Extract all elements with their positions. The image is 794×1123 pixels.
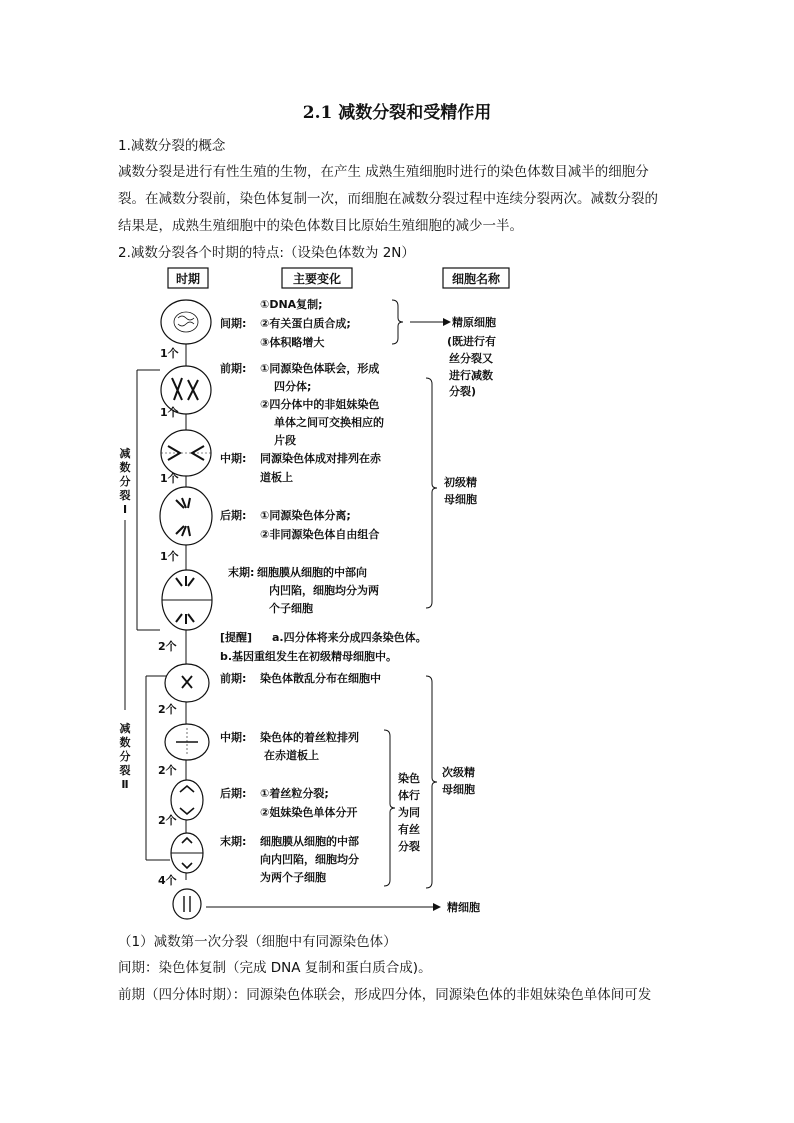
- svg-text:在赤道板上: 在赤道板上: [264, 749, 319, 762]
- count-label: 2个: [158, 814, 177, 827]
- m1-anaphase-description: [220, 508, 379, 541]
- svg-text:后期:: 后期:: [220, 787, 247, 800]
- meiosis2-label: [117, 720, 133, 794]
- header-phase: [168, 268, 208, 288]
- svg-text:①同源染色体联会，形成: ①同源染色体联会，形成: [260, 362, 380, 375]
- m2-telophase-description: [220, 834, 359, 884]
- svg-text:染色体散乱分布在细胞中: 染色体散乱分布在细胞中: [260, 672, 381, 685]
- secondary-spermatocyte-label: [442, 765, 475, 796]
- svg-text:同源染色体成对排列在赤: 同源染色体成对排列在赤: [260, 452, 381, 465]
- after-line-3: 前期（四分体时期）：同源染色体联会，形成四分体，同源染色体的非姐妹染色单体间可发: [118, 987, 652, 1003]
- svg-text:中期:: 中期:: [220, 731, 247, 744]
- cell-interphase: [161, 300, 211, 344]
- svg-text:有丝: 有丝: [398, 823, 420, 836]
- svg-text:a.四分体将来分成四条染色体。: a.四分体将来分成四条染色体。: [272, 631, 427, 644]
- m2-metaphase-description: [220, 730, 359, 762]
- cell-m1-anaphase: [160, 487, 212, 545]
- svg-text:向内凹陷，细胞均分: 向内凹陷，细胞均分: [260, 853, 359, 866]
- svg-text:个子细胞: 个子细胞: [269, 602, 313, 615]
- svg-text:主要变化: 主要变化: [292, 272, 342, 286]
- svg-text:初级精: 初级精: [444, 476, 477, 489]
- svg-text:前期:: 前期:: [220, 672, 247, 685]
- svg-text:(既进行有: (既进行有: [447, 335, 497, 348]
- svg-text:裂: 裂: [119, 764, 131, 777]
- svg-text:精原细胞: 精原细胞: [452, 316, 496, 329]
- svg-text:进行减数: 进行减数: [449, 369, 493, 382]
- header-cell-name: [443, 268, 509, 288]
- svg-text:②姐妹染色单体分开: ②姐妹染色单体分开: [260, 806, 358, 819]
- svg-text:Ⅱ: Ⅱ: [121, 778, 129, 791]
- svg-text:细胞名称: 细胞名称: [451, 272, 501, 286]
- svg-text:减: 减: [119, 722, 131, 735]
- count-label: 1个: [160, 472, 179, 485]
- svg-text:次级精: 次级精: [442, 766, 475, 779]
- svg-text:分裂): 分裂): [449, 385, 477, 398]
- svg-text:b.基因重组发生在初级精母细胞中。: b.基因重组发生在初级精母细胞中。: [220, 650, 398, 663]
- svg-text:①同源染色体分离;: ①同源染色体分离;: [260, 509, 351, 522]
- svg-text:后期:: 后期:: [220, 509, 247, 522]
- interphase-cell-name: [447, 315, 496, 398]
- svg-text:片段: 片段: [274, 434, 296, 447]
- svg-text:单体之间可交换相应的: 单体之间可交换相应的: [274, 416, 384, 429]
- svg-text:时期: 时期: [175, 272, 201, 286]
- m2-prophase-description: [220, 671, 381, 685]
- concept-paragraph-line-2: 裂。在减数分裂前，染色体复制一次，而细胞在减数分裂过程中连续分裂两次。减数分裂的: [118, 191, 658, 207]
- svg-text:分裂: 分裂: [398, 840, 420, 853]
- svg-text:母细胞: 母细胞: [442, 783, 475, 796]
- svg-text:②四分体中的非姐妹染色: ②四分体中的非姐妹染色: [260, 398, 380, 411]
- cell-sperm: [173, 889, 201, 919]
- m1-telophase-description: [228, 565, 379, 615]
- svg-text:染色体的着丝粒排列: 染色体的着丝粒排列: [260, 731, 359, 744]
- svg-text:丝分裂又: 丝分裂又: [449, 352, 493, 365]
- svg-text:四分体;: 四分体;: [274, 380, 312, 393]
- svg-text:细胞膜从细胞的中部向: 细胞膜从细胞的中部向: [257, 566, 367, 579]
- svg-text:染色: 染色: [398, 772, 420, 785]
- sperm-label: 精细胞: [447, 901, 480, 914]
- svg-text:分: 分: [119, 750, 131, 763]
- svg-text:数: 数: [119, 461, 131, 474]
- count-label: 2个: [158, 640, 177, 653]
- svg-text:减: 减: [119, 447, 131, 460]
- mitosis-like-label: [398, 771, 420, 853]
- cell-m2-prophase: [165, 664, 209, 702]
- cell-m2-metaphase: [165, 724, 209, 760]
- svg-text:②有关蛋白质合成;: ②有关蛋白质合成;: [260, 317, 351, 330]
- meiosis1-bracket: [137, 370, 160, 630]
- svg-text:为两个子细胞: 为两个子细胞: [260, 871, 326, 884]
- cell-m1-telophase: [162, 570, 212, 630]
- svg-text:为同: 为同: [398, 806, 420, 819]
- m1-prophase-description: [220, 361, 384, 447]
- svg-text:母细胞: 母细胞: [444, 493, 477, 506]
- section-heading-phases: 2.减数分裂各个时期的特点:（设染色体数为 2N）: [118, 245, 415, 261]
- svg-text:[提醒]: [提醒]: [220, 631, 253, 644]
- svg-text:②非同源染色体自由组合: ②非同源染色体自由组合: [260, 528, 380, 541]
- m2-anaphase-description: [220, 786, 357, 819]
- svg-text:裂: 裂: [119, 489, 131, 502]
- cell-m1-metaphase: [161, 430, 211, 476]
- svg-text:中期:: 中期:: [220, 452, 247, 465]
- svg-text:末期:: 末期:: [220, 835, 247, 848]
- svg-text:道板上: 道板上: [260, 471, 293, 484]
- primary-spermatocyte-label: [443, 475, 477, 506]
- svg-text:内凹陷，细胞均分为两: 内凹陷，细胞均分为两: [269, 584, 379, 597]
- page-title: 2.1 减数分裂和受精作用: [302, 103, 492, 123]
- svg-text:①着丝粒分裂;: ①着丝粒分裂;: [260, 787, 329, 800]
- svg-text:末期:: 末期:: [228, 566, 255, 579]
- concept-paragraph-line-3: 结果是，成熟生殖细胞中的染色体数目比原始生殖细胞的减少一半。: [118, 218, 523, 234]
- svg-text:①DNA复制;: ①DNA复制;: [260, 298, 323, 311]
- count-label: 2个: [158, 703, 177, 716]
- count-label: 2个: [158, 764, 177, 777]
- svg-text:间期:: 间期:: [220, 317, 247, 330]
- cell-m2-telophase: [171, 833, 203, 873]
- reminder-note: [220, 630, 427, 663]
- header-main-change: [282, 268, 352, 288]
- svg-text:分: 分: [119, 475, 131, 488]
- count-label: 1个: [160, 550, 179, 563]
- count-label: 1个: [160, 347, 179, 360]
- interphase-description: [220, 297, 351, 349]
- section-heading-concept: 1.减数分裂的概念: [118, 138, 226, 154]
- svg-text:Ⅰ: Ⅰ: [122, 503, 128, 516]
- concept-paragraph-line-1: 减数分裂是进行有性生殖的生物，在产生 成熟生殖细胞时进行的染色体数目减半的细胞分: [118, 164, 649, 180]
- after-line-2: 间期：染色体复制（完成 DNA 复制和蛋白质合成)。: [118, 960, 432, 976]
- svg-text:前期:: 前期:: [220, 362, 247, 375]
- after-line-1: （1）减数第一次分裂（细胞中有同源染色体）: [118, 934, 397, 950]
- svg-text:③体积略增大: ③体积略增大: [260, 336, 325, 349]
- svg-text:体行: 体行: [398, 789, 420, 802]
- m1-metaphase-description: [220, 451, 382, 484]
- svg-text:细胞膜从细胞的中部: 细胞膜从细胞的中部: [260, 835, 359, 848]
- svg-text:数: 数: [119, 736, 131, 749]
- count-label: 4个: [158, 874, 177, 887]
- count-label: 1个: [160, 406, 179, 419]
- meiosis1-label: [117, 445, 133, 519]
